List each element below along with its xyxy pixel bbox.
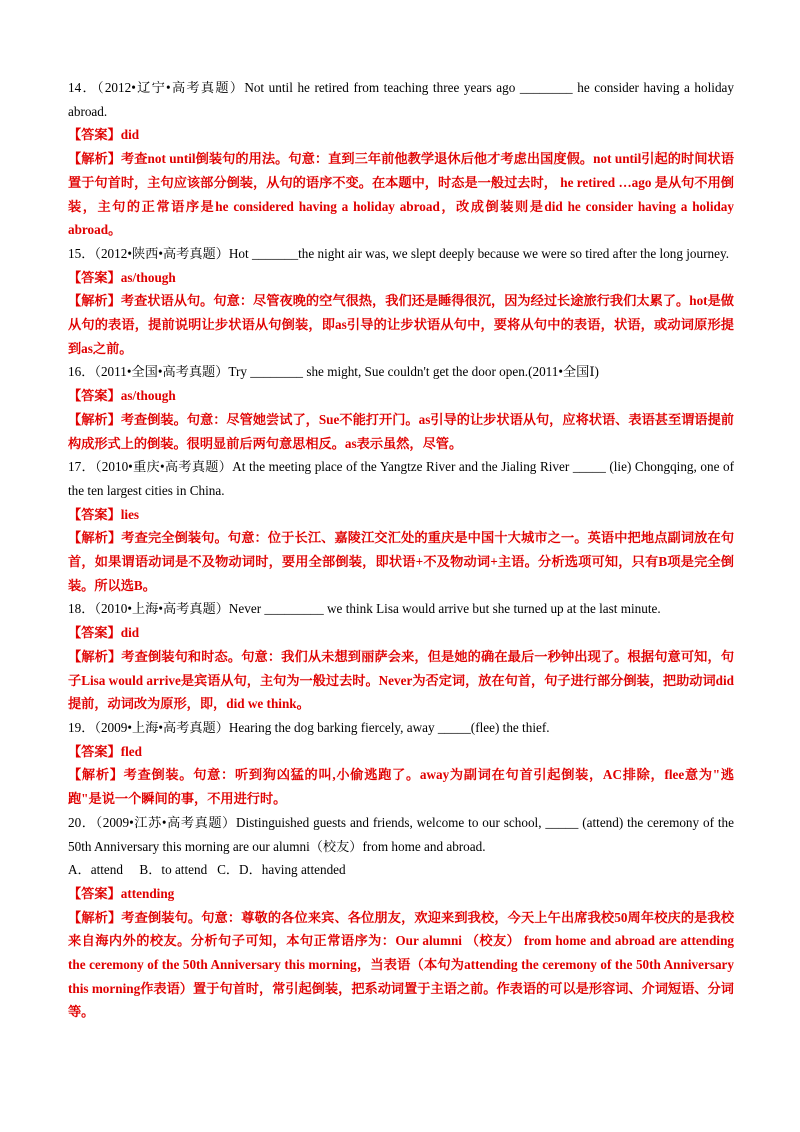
- answer-label: 【答案】: [68, 506, 121, 522]
- document-page: [68, 76, 734, 1024]
- question-20: [68, 811, 734, 1024]
- explanation-text: 考查倒装句和时态。句意：我们从未想到丽萨会来，但是她的确在最后一秒钟出现了。根据句意可知，句子Lisa would arrive是宾语从句，主句为一般过去时。Never为否定词，放在句首，句子进行部分倒装，把助动词did提前，动词改为原形，即，did we think。: [68, 648, 735, 712]
- question-stem: 16．（2011•全国•高考真题）Try ________ she might, Sue couldn't get the door open.(2011•全国Ⅰ): [68, 364, 599, 380]
- explanation-line: [68, 763, 734, 810]
- explanation-text: 考查倒装。句意：尽管她尝试了，Sue不能打开门。as引导的让步状语从句，应将状语、表语甚至谓语提前构成形式上的倒装。很明显前后两句意思相反。as表示虽然，尽管。: [68, 411, 734, 451]
- answer-label: 【答案】: [68, 388, 121, 404]
- explanation-label: 【解析】: [68, 648, 122, 664]
- explanation-line: [68, 147, 734, 242]
- answer-line: [68, 384, 734, 408]
- answer-line: [68, 266, 734, 290]
- explanation-label: 【解析】: [68, 293, 121, 309]
- answer-text: did: [120, 127, 140, 143]
- question-15: [68, 242, 734, 361]
- question-stem: 18．（2010•上海•高考真题）Never _________ we think Lisa would arrive but she turned up at the last minute.: [68, 601, 661, 617]
- explanation-label: 【解析】: [68, 767, 124, 783]
- answer-line: [68, 123, 734, 147]
- answer-text: fled: [120, 743, 142, 759]
- explanation-text: 考查not until倒装句的用法。句意：直到三年前他教学退休后他才考虑出国度假。not until引起的时间状语置于句首时，主句应该部分倒装，从句的语序不变。在本题中，时态是一般过去时， he retired …ago 是从句不用倒装，主句的正常语序是he considered having a holiday abroad，改成倒装则是did he consider having a holiday abroad。: [68, 151, 735, 238]
- question-19: [68, 716, 734, 811]
- explanation-line: [68, 906, 734, 1025]
- answer-label: 【答案】: [68, 127, 121, 143]
- answer-label: 【答案】: [68, 885, 121, 901]
- answer-label: 【答案】: [68, 625, 121, 641]
- question-stem: 17．（2010•重庆•高考真题）At the meeting place of the Yangtze River and the Jialing River _____ (lie) Chongqing, one of the ten largest cities in China.: [68, 459, 734, 498]
- explanation-text: 考查完全倒装句。句意：位于长江、嘉陵江交汇处的重庆是中国十大城市之一。英语中把地点副词放在句首，如果谓语动词是不及物动词时，要用全部倒装，即状语+不及物动词+主语。分析选项可知，只有B项是完全倒装。所以选B。: [68, 530, 735, 593]
- answer-label: 【答案】: [68, 743, 121, 759]
- answer-options: A．attend B．to attend C．D．having attended: [68, 862, 346, 878]
- question-17: [68, 455, 734, 597]
- question-16: [68, 360, 734, 455]
- explanation-label: 【解析】: [68, 530, 122, 546]
- answer-label: 【答案】: [68, 269, 121, 285]
- question-14: [68, 76, 734, 242]
- answer-text: as/though: [120, 269, 176, 285]
- explanation-label: 【解析】: [68, 411, 121, 427]
- answer-line: [68, 740, 734, 764]
- explanation-text: 考查倒装。句意：听到狗凶猛的叫,小偷逃跑了。away为副词在句首引起倒装，AC排除，flee意为"逃跑"是说一个瞬间的事，不用进行时。: [68, 767, 734, 807]
- answer-text: lies: [120, 506, 140, 522]
- explanation-line: [68, 526, 734, 597]
- answer-text: did: [120, 625, 140, 641]
- explanation-label: 【解析】: [68, 151, 122, 167]
- question-stem: 20．（2009•江苏•高考真题）Distinguished guests and friends, welcome to our school, _____ (attend) the ceremony of the 50th Anniversary this morning are our alumni（校友）from home and abroad.: [68, 814, 734, 854]
- explanation-label: 【解析】: [68, 909, 122, 925]
- question-18: [68, 597, 734, 716]
- question-stem: 14．（2012•辽宁•高考真题）Not until he retired from teaching three years ago ________ he consider having a holiday abroad.: [68, 80, 734, 119]
- question-stem: 19．（2009•上海•高考真题）Hearing the dog barking fiercely, away _____(flee) the thief.: [68, 719, 550, 735]
- answer-text: attending: [120, 885, 175, 901]
- explanation-text: 考查状语从句。句意：尽管夜晚的空气很热，我们还是睡得很沉，因为经过长途旅行我们太累了。hot是做从句的表语，提前说明让步状语从句倒装，即as引导的让步状语从句中，要将从句中的表语，状语，或动词原形提到as之前。: [68, 293, 734, 356]
- explanation-line: [68, 645, 734, 716]
- explanation-text: 考查倒装句。句意：尊敬的各位来宾、各位朋友，欢迎来到我校，今天上午出席我校50周年校庆的是我校来自海内外的校友。分析句子可知，本句正常语序为：Our alumni （校友） from home and abroad are attending the ceremony of the 50th Anniversary this morning，当表语（本句为attending the ceremony of the 50th Anniversary this morning作表语）置于句首时，常引起倒装，把系动词置于主语之前。作表语的可以是形容词、介词短语、分词等。: [68, 909, 735, 1020]
- answer-line: [68, 621, 734, 645]
- answer-line: [68, 882, 734, 906]
- answer-line: [68, 503, 734, 527]
- explanation-line: [68, 289, 734, 360]
- answer-text: as/though: [120, 388, 176, 404]
- explanation-line: [68, 408, 734, 455]
- question-stem: 15．（2012•陕西•高考真题）Hot _______the night air was, we slept deeply because we were so tired after the long journey.: [68, 245, 729, 261]
